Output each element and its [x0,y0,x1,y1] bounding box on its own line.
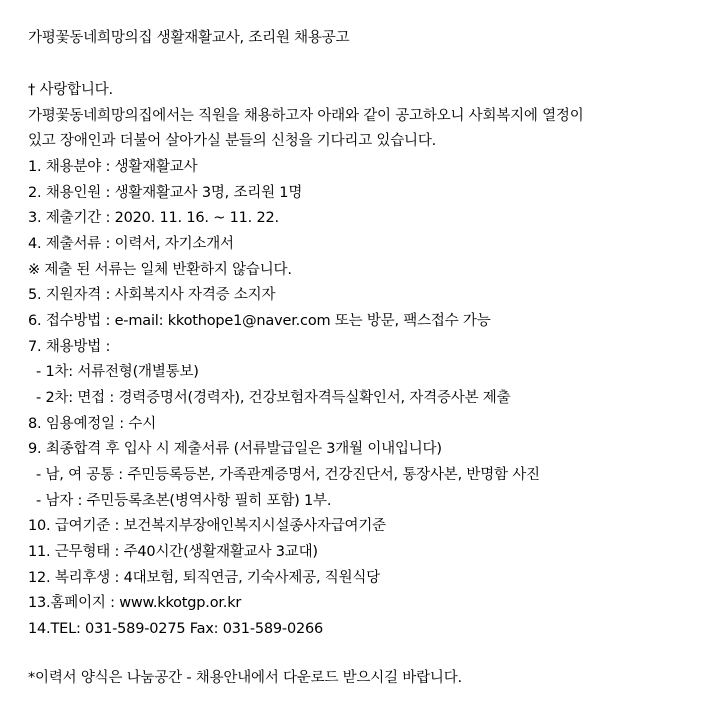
item-headcount: 2. 채용인원 : 생활재활교사 3명, 조리원 1명 [28,185,303,201]
selection-step-1: - 1차: 서류전형(개별통보) [36,364,199,380]
footer-note: *이력서 양식은 나눔공간 - 채용안내에서 다운로드 받으시길 바랍니다. [28,670,462,686]
selection-step-2: - 2차: 면접 : 경력증명서(경력자), 건강보험자격득실확인서, 자격증사본 제출 [36,390,511,406]
item-final-documents: 9. 최종합격 후 입사 시 제출서류 (서류발급일은 3개월 이내입니다) [28,441,442,457]
final-documents-male: - 남자 : 주민등록초본(병역사항 필히 포함) 1부. [36,493,332,509]
item-period: 3. 제출기간 : 2020. 11. 16. ~ 11. 22. [28,210,279,226]
item-benefits: 12. 복리후생 : 4대보험, 퇴직연금, 기숙사제공, 직원식당 [28,570,380,586]
item-qualification: 5. 지원자격 : 사회복지사 자격증 소지자 [28,287,276,303]
item-start-date: 8. 임용예정일 : 수시 [28,416,156,432]
greeting: † 사랑합니다. [28,82,113,98]
intro-line-1: 가평꽃동네희망의집에서는 직원을 채용하고자 아래와 같이 공고하오니 사회복지에 열정이 [28,108,584,124]
note-no-return: ※ 제출 된 서류는 일체 반환하지 않습니다. [28,262,292,278]
document-title: 가평꽃동네희망의집 생활재활교사, 조리원 채용공고 [28,30,350,46]
item-salary: 10. 급여기준 : 보건복지부장애인복지시설종사자급여기준 [28,518,386,534]
final-documents-common: - 남, 여 공통 : 주민등록등본, 가족관계증명서, 건강진단서, 통장사본, 반명함 사진 [36,467,540,483]
item-contact: 14.TEL: 031-589-0275 Fax: 031-589-0266 [28,621,324,637]
item-homepage: 13.홈페이지 : www.kkotgp.or.kr [28,595,242,611]
item-documents: 4. 제출서류 : 이력서, 자기소개서 [28,236,234,252]
item-submission-method: 6. 접수방법 : e-mail: kkothope1@naver.com 또는 방문, 팩스접수 가능 [28,313,491,329]
item-selection-method: 7. 채용방법 : [28,339,111,355]
item-field: 1. 채용분야 : 생활재활교사 [28,159,198,175]
intro-line-2: 있고 장애인과 더불어 살아가실 분들의 신청을 기다리고 있습니다. [28,133,437,149]
item-work-type: 11. 근무형태 : 주40시간(생활재활교사 3교대) [28,544,318,560]
